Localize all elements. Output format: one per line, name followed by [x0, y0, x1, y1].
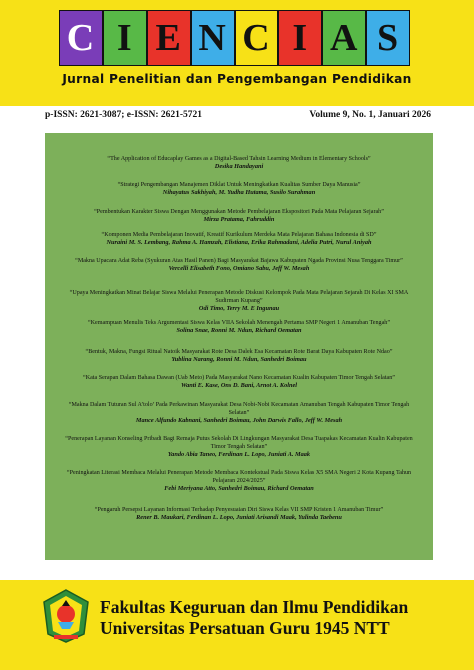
article-title: “Kemampuan Menulis Teks Argumentasi Siswa Kelas VIIA Sekolah Menengah Pertama SMP Negeri 1 Amanuban Tengah”: [87, 320, 391, 326]
article-entry: [45, 181, 433, 197]
article-entry: [45, 231, 433, 247]
journal-subtitle: Jurnal Penelitian dan Pengembangan Pendidikan: [62, 72, 412, 86]
article-authors: Yublina Narang, Ronni M. Ndun, Sanhedri Boimau: [171, 356, 307, 363]
faculty-line-2: Universitas Persatuan Guru 1945 NTT: [100, 618, 390, 638]
title-letter: E: [147, 10, 191, 66]
article-authors: Febi Meriyana Atto, Sanhedri Boimau, Richard Oematan: [164, 485, 314, 492]
title-letter: C: [235, 10, 279, 66]
article-entry: [45, 348, 433, 364]
article-authors: Odi Timo, Terry M. E Ingunau: [198, 305, 280, 312]
article-entry: [45, 319, 433, 335]
faculty-line-1: Fakultas Keguruan dan Ilmu Pendidikan: [100, 597, 409, 617]
volume-text: Volume 9, No. 1, Januari 2026: [309, 110, 431, 120]
article-entry: [45, 506, 433, 522]
article-authors: Desika Handayani: [214, 163, 264, 170]
article-authors: Nihayatus Sakhiyah, M. Yudha Hutama, Susilo Surahman: [162, 189, 316, 196]
title-letter: S: [366, 10, 410, 66]
issn-volume-row: [45, 110, 431, 124]
article-entry: [45, 208, 433, 224]
article-authors: Yando Abia Taneo, Ferdinan L. Lopo, Juniati A. Maak: [167, 451, 311, 458]
article-title: “Pembentukan Karakter Siswa Dengan Menggunakan Metode Pembelajaran Ekspositori Pada Mata Pelajaran Sejarah”: [94, 209, 384, 215]
header-band: [0, 0, 474, 106]
article-entry: [45, 289, 433, 313]
article-authors: Rener B. Maukari, Ferdinan L. Lopo, Juniati Arisandi Maak, Yulinda Taebenu: [136, 514, 342, 521]
article-title: “Komponen Media Pembelajaran Inovatif, Kreatif Kurikulum Merdeka Mata Pelajaran Bahasa Indonesia di SD”: [101, 232, 377, 238]
title-letter: I: [103, 10, 147, 66]
title-letter: A: [322, 10, 366, 66]
article-entry: [45, 257, 433, 273]
article-title: “Kata Serapan Dalam Bahasa Dawan (Uab Meto) Pada Masyarakat Nano Kecamatan Kualin Kabupaten Timor Tengah Selatan”: [83, 375, 395, 381]
article-title: “Peningkatan Literasi Membaca Melalui Penerapan Metode Membaca Kontekstual Pada Siswa Kelas X5 SMA Negeri 2 Kota Kupang Tahun Pelajaran 2024/2025”: [66, 470, 412, 484]
article-title: “Bentuk, Makna, Fungsi Ritual Natoik Masyarakat Rote Desa Dalek Esa Kecamatan Rote Barat Daya Kabupaten Rote Ndao”: [85, 349, 393, 355]
article-title: “Strategi Pengembangan Manajemen Diklat Untuk Meningkatkan Kualitas Sumber Daya Manusia”: [117, 182, 361, 188]
article-entry: [45, 435, 433, 459]
article-title: “Upaya Meningkatkan Minat Belajar Siswa Melalui Penerapan Metode Diskusi Kelompok Pada Mata Pelajaran Sejarah Di Kelas XI SMA Sudirman Kupang”: [69, 290, 409, 304]
title-letter: N: [191, 10, 235, 66]
faculty-name: [100, 597, 470, 639]
issn-text: p-ISSN: 2621-3087; e-ISSN: 2621-5721: [45, 110, 203, 120]
university-logo: [40, 588, 92, 644]
table-of-contents: [45, 133, 433, 560]
article-authors: Vercelli Elisabeth Fono, Omiano Sabu, Jeff W. Mesah: [168, 265, 310, 272]
article-title: “Pengaruh Persepsi Layanan Informasi Terhadap Penyesuaian Diri Siswa Kelas VII SMP Kristen 1 Amanuban Timur”: [94, 507, 384, 513]
article-entry: [45, 401, 433, 425]
article-authors: Wanti E. Kase, Ons D. Bani, Arnot A. Kolnel: [180, 382, 298, 389]
article-authors: Mance Alfundo Kabnani, Sanhedri Boimau, John Darwis Fallo, Jeff W. Mesah: [135, 417, 343, 424]
article-authors: Solina Snae, Ronni M. Ndun, Richard Oematan: [176, 327, 302, 334]
article-authors: Nuraini M. S. Lembang, Rahma A. Hamzah, Elistiana, Erika Rahmadani, Adelia Putri, Nurul Aniyah: [106, 239, 372, 246]
title-letter: I: [278, 10, 322, 66]
article-title: “Makna Upacara Adat Reba (Syukuran Atas Hasil Panen) Bagi Masyarakat Bajawa Kabupaten Ngada Provinsi Nusa Tenggara Timur”: [75, 258, 403, 264]
article-entry: [45, 469, 433, 493]
article-title: “Makna Dalam Tuturan Sul A’tolo’ Pada Perkawinan Masyarakat Desa Nobi-Nobi Kecamatan Amanuban Tengah Kabupaten Timor Tengah Selatan”: [68, 402, 410, 416]
journal-title: [59, 10, 410, 66]
article-entry: [45, 155, 433, 171]
title-letter: C: [59, 10, 103, 66]
article-entry: [45, 374, 433, 390]
article-title: “Penerapan Layanan Konseling Pribadi Bagi Remaja Putus Sekolah Di Lingkungan Masyarakat Desa Tuapakas Kecamatan Kualin Kabupaten Timor Tengah Selatan”: [65, 436, 413, 450]
article-authors: Mirza Pratama, Fahruddin: [203, 216, 275, 223]
article-title: “The Application of Educaplay Games as a Digital-Based Tahsin Learning Medium in Elementary Schools”: [107, 156, 371, 162]
